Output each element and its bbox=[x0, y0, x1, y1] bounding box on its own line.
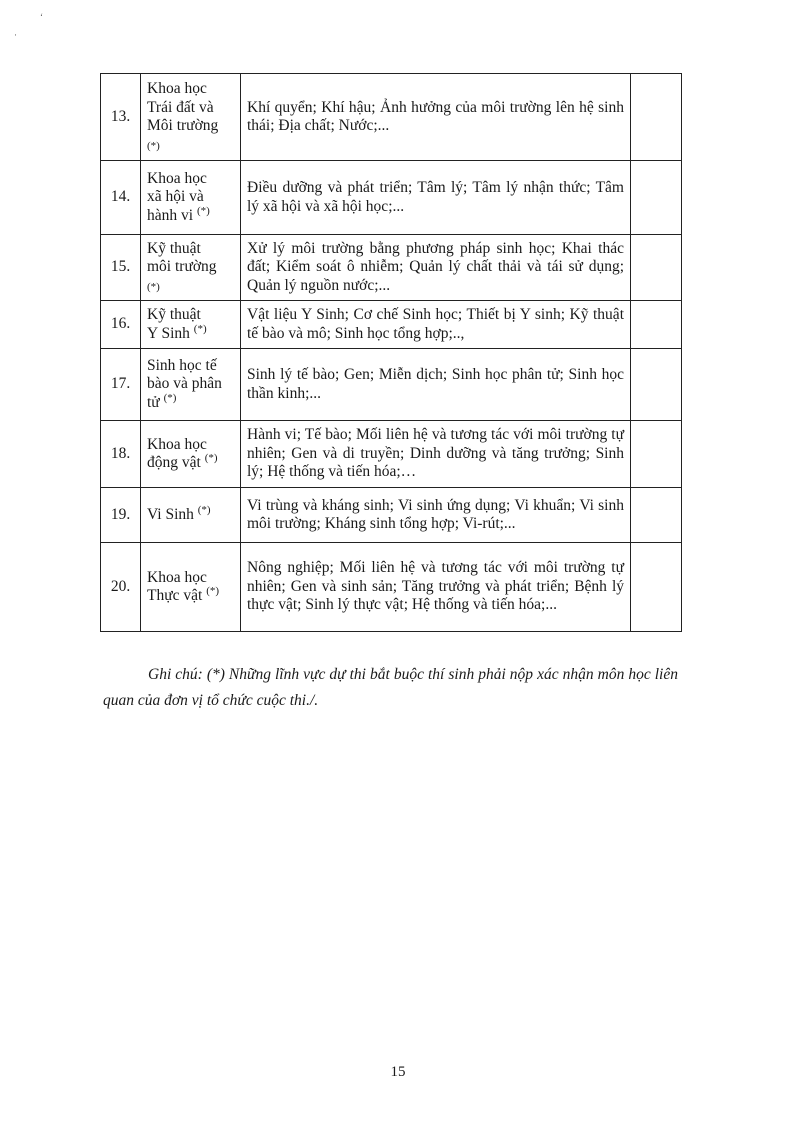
field-topics: Vật liệu Y Sinh; Cơ chế Sinh học; Thiết bị Y sinh; Kỹ thuật tế bào và mô; Sinh học tổng hợp;.., bbox=[241, 301, 631, 349]
field-name-line: Y Sinh (*) bbox=[147, 322, 207, 342]
empty-cell bbox=[631, 349, 682, 421]
field-name-line bbox=[147, 136, 234, 155]
field-topics: Vi trùng và kháng sinh; Vi sinh ứng dụng; Vi khuẩn; Vi sinh môi trường; Kháng sinh tổng hợp; Vi-rút;... bbox=[241, 488, 631, 543]
field-name-line: bào và phân bbox=[147, 375, 222, 393]
required-mark: (*) bbox=[147, 280, 160, 293]
table-row bbox=[101, 301, 682, 349]
page-number: 15 bbox=[390, 1064, 406, 1080]
field-name bbox=[141, 235, 241, 301]
empty-cell bbox=[631, 161, 682, 235]
field-name-line: động vật (*) bbox=[147, 451, 218, 471]
row-number: 20. bbox=[101, 543, 141, 632]
table-row bbox=[101, 161, 682, 235]
field-name-line: Vi Sinh (*) bbox=[147, 503, 211, 523]
scan-speck: ʻ bbox=[40, 12, 43, 22]
field-topics: Xử lý môi trường bằng phương pháp sinh học; Khai thác đất; Kiểm soát ô nhiễm; Quản lý chất thải và tái sử dụng; Quản lý nguồn nước;... bbox=[241, 235, 631, 301]
field-name bbox=[141, 349, 241, 421]
required-mark: (*) bbox=[204, 451, 218, 464]
field-topics: Điều dưỡng và phát triển; Tâm lý; Tâm lý nhận thức; Tâm lý xã hội và xã hội học;... bbox=[241, 161, 631, 235]
field-name bbox=[141, 74, 241, 161]
field-name-line: Kỹ thuật bbox=[147, 306, 201, 323]
field-topics: Nông nghiệp; Mối liên hệ và tương tác với môi trường tự nhiên; Gen và sinh sản; Tăng trưởng và phát triển; Bệnh lý thực vật; Sinh lý thực vật; Hệ thống và tiến hóa;... bbox=[241, 543, 631, 632]
field-topics: Khí quyển; Khí hậu; Ảnh hưởng của môi trường lên hệ sinh thái; Địa chất; Nước;... bbox=[241, 74, 631, 161]
table-row bbox=[101, 235, 682, 301]
row-number: 18. bbox=[101, 421, 141, 488]
row-number: 17. bbox=[101, 349, 141, 421]
field-name bbox=[141, 488, 241, 543]
empty-cell bbox=[631, 543, 682, 632]
row-number: 13. bbox=[101, 74, 141, 161]
table-row bbox=[101, 488, 682, 543]
row-number: 15. bbox=[101, 235, 141, 301]
field-name-line: Môi trường bbox=[147, 117, 219, 134]
field-topics: Hành vi; Tế bào; Mối liên hệ và tương tác với môi trường tự nhiên; Gen và di truyền; Dinh dưỡng và tăng trưởng; Sinh lý; Hệ thống và tiến hóa;… bbox=[241, 421, 631, 488]
required-mark: (*) bbox=[196, 204, 210, 217]
table-row bbox=[101, 543, 682, 632]
row-number: 14. bbox=[101, 161, 141, 235]
field-name bbox=[141, 301, 241, 349]
table-row bbox=[101, 349, 682, 421]
required-mark: (*) bbox=[197, 503, 211, 516]
field-name-line: Khoa học bbox=[147, 568, 207, 586]
field-name-line: môi trường bbox=[147, 258, 217, 276]
scan-speck: · bbox=[14, 30, 17, 40]
field-name-line: hành vi (*) bbox=[147, 204, 210, 224]
field-name-line: Thực vật (*) bbox=[147, 584, 220, 604]
empty-cell bbox=[631, 488, 682, 543]
research-fields-table bbox=[100, 73, 682, 632]
field-name-line: Khoa học bbox=[147, 80, 207, 97]
field-name-line bbox=[147, 277, 234, 296]
field-name-line: Kỹ thuật bbox=[147, 239, 201, 257]
empty-cell bbox=[631, 301, 682, 349]
field-name-line: Trái đất và bbox=[147, 98, 214, 116]
required-mark: (*) bbox=[193, 322, 207, 335]
empty-cell bbox=[631, 421, 682, 488]
footnote: Ghi chú: (*) Những lĩnh vực dự thi bắt buộc thí sinh phải nộp xác nhận môn học liên quan của đơn vị tổ chức cuộc thi./. bbox=[103, 665, 678, 709]
field-name bbox=[141, 543, 241, 632]
table-row bbox=[101, 421, 682, 488]
empty-cell bbox=[631, 235, 682, 301]
field-name-line: Sinh học tế bbox=[147, 356, 217, 374]
empty-cell bbox=[631, 74, 682, 161]
field-name-line: Khoa học bbox=[147, 169, 207, 187]
field-topics: Sinh lý tế bào; Gen; Miễn dịch; Sinh học phân tử; Sinh học thần kinh;... bbox=[241, 349, 631, 421]
field-name-line: Khoa học bbox=[147, 435, 207, 453]
required-mark: (*) bbox=[163, 391, 177, 404]
required-mark: (*) bbox=[147, 139, 160, 152]
table-row bbox=[101, 74, 682, 161]
field-name bbox=[141, 161, 241, 235]
field-name-line: tử (*) bbox=[147, 391, 177, 411]
row-number: 19. bbox=[101, 488, 141, 543]
required-mark: (*) bbox=[206, 584, 220, 597]
row-number: 16. bbox=[101, 301, 141, 349]
field-name-line: xã hội và bbox=[147, 188, 204, 206]
field-name bbox=[141, 421, 241, 488]
